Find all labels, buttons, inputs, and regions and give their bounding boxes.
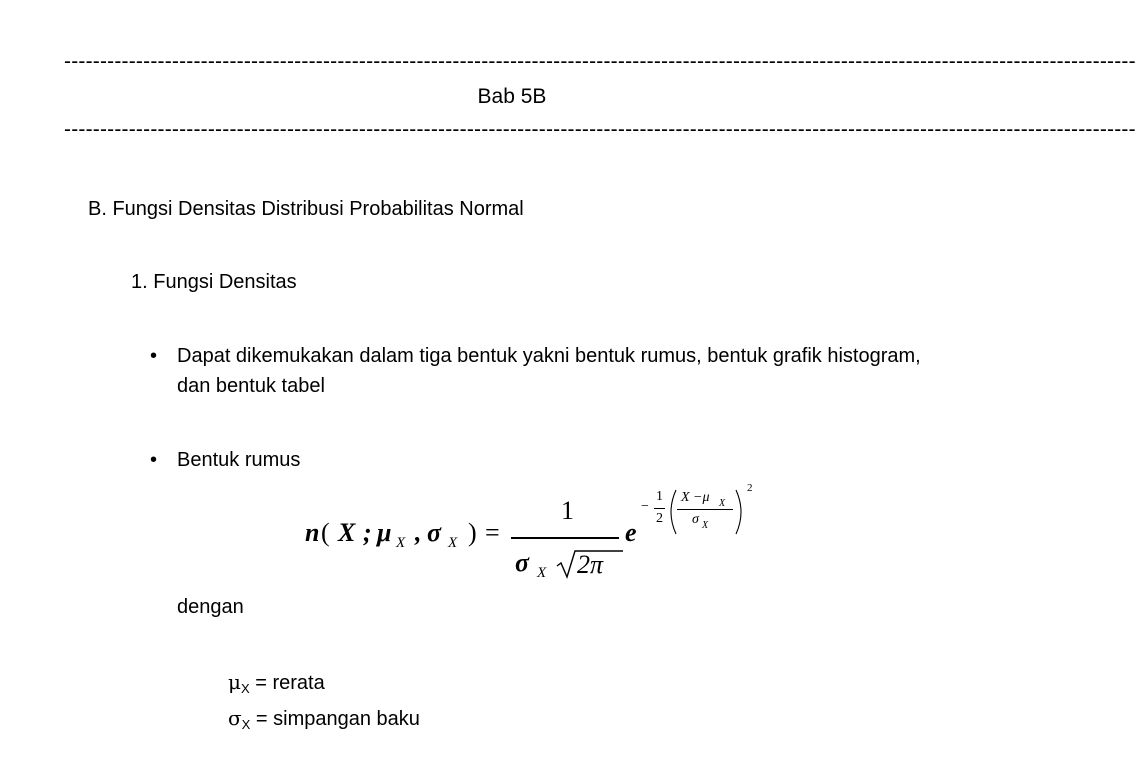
formula-n: n (305, 518, 320, 547)
bullet-item-forms: Dapat dikemukakan dalam tiga bentuk yakni bentuk rumus, bentuk grafik histogram, dan bentuk tabel (177, 345, 921, 397)
definition-mean (228, 667, 325, 704)
subsection-heading: 1. Fungsi Densitas (131, 271, 297, 293)
exp-fraction-numerator: X −μ (681, 490, 710, 505)
exp-denominator-sub: X (702, 520, 709, 531)
dengan-label: dengan (177, 596, 244, 618)
exp-numerator-sub: X (719, 498, 726, 509)
formula-comma: , (415, 518, 422, 547)
sigma-symbol: σ (228, 706, 242, 730)
sqrt-argument: 2π (577, 550, 604, 579)
formula-X: X (338, 518, 356, 547)
formula-mu: μ (377, 518, 392, 547)
formula-sigma-sub: X (448, 535, 458, 551)
fraction-bar (511, 537, 619, 539)
denominator-sigma: σ (515, 548, 530, 577)
std-dev-text: = simpangan baku (250, 708, 420, 730)
denominator-sigma-sub: X (537, 565, 547, 581)
bullet-item-formula: Bentuk rumus (177, 449, 301, 471)
bottom-dashed-rule: ----------------------------------------------------------------------------------------------------------------------------------------------------- (64, 118, 1136, 141)
formula-e: e (625, 518, 637, 547)
definition-std-dev (228, 703, 420, 740)
exp-half-bar (654, 508, 665, 509)
bullet-marker: • (150, 345, 158, 367)
formula-open-paren: ( (321, 518, 330, 547)
formula-close-paren: ) (468, 518, 477, 547)
page-title: Bab 5B (477, 85, 547, 108)
formula-semicolon: ; (363, 518, 372, 547)
exp-half-denominator: 2 (656, 511, 663, 526)
exp-right-paren (733, 488, 747, 536)
exp-half-numerator: 1 (656, 489, 663, 504)
section-heading: B. Fungsi Densitas Distribusi Probabilitas Normal (88, 198, 524, 220)
fraction-numerator: 1 (561, 496, 574, 525)
formula-equals: = (485, 518, 500, 547)
mu-symbol: μ (228, 670, 241, 694)
bullet-marker: • (150, 449, 158, 471)
mean-text: = rerata (249, 672, 325, 694)
mu-subscript: X (241, 681, 250, 696)
normal-density-formula (305, 482, 765, 588)
exp-minus: − (641, 499, 649, 514)
exp-fraction-denominator: σ (692, 512, 699, 527)
formula-sigma: σ (427, 518, 442, 547)
exp-left-paren (665, 488, 679, 536)
exp-fraction-bar (677, 509, 733, 510)
exp-square: 2 (747, 482, 753, 494)
sigma-subscript: X (241, 717, 251, 732)
formula-mu-sub: X (396, 535, 406, 551)
top-dashed-rule: ----------------------------------------------------------------------------------------------------------------------------------------------------- (64, 50, 1136, 73)
